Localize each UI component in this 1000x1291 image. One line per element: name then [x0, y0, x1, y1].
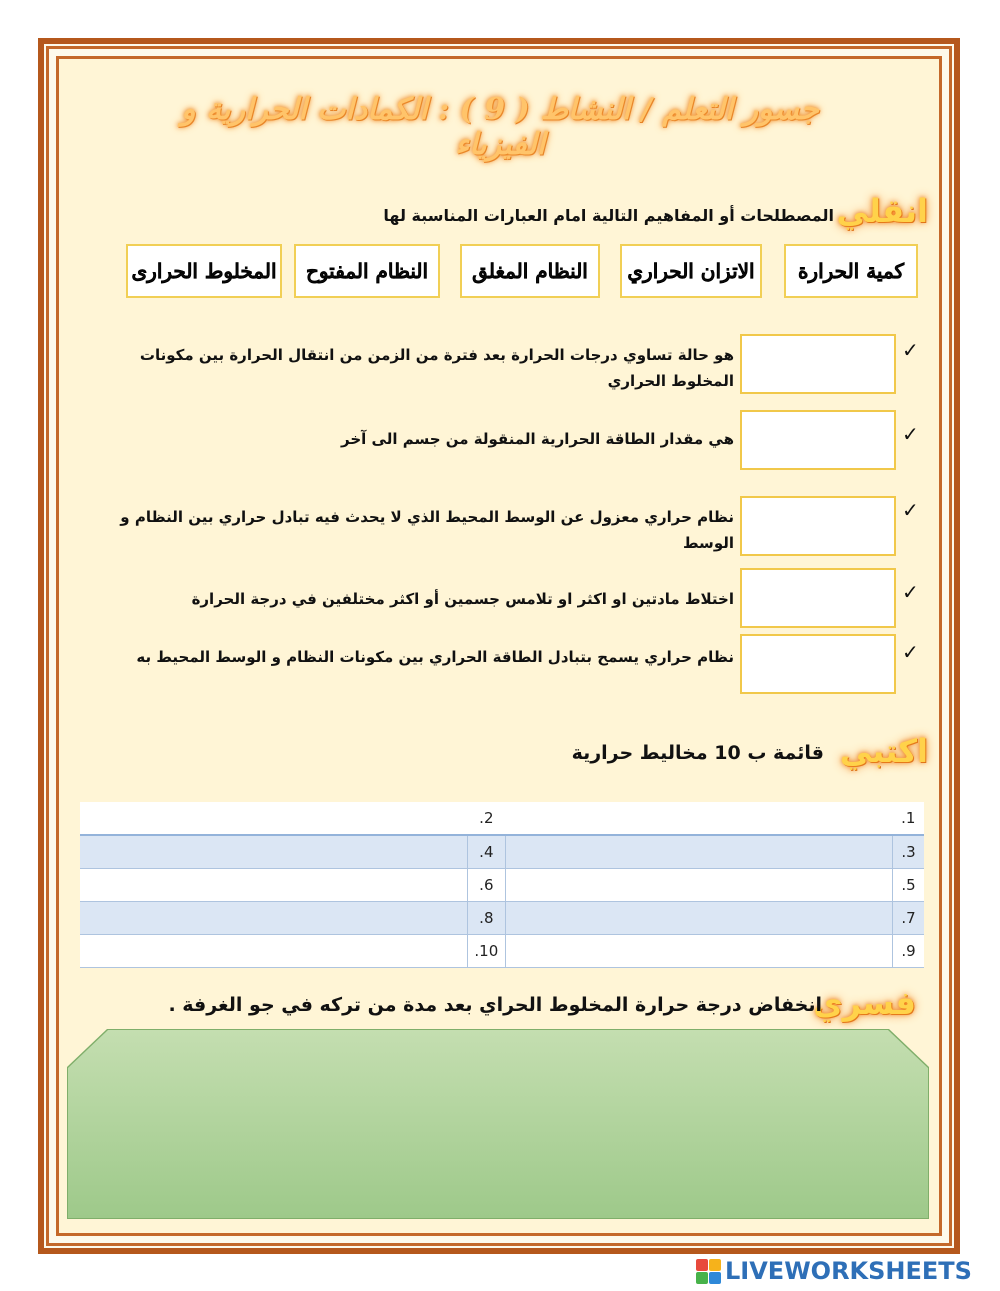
check-icon: ✓ — [902, 580, 919, 604]
list-number: 4. — [467, 835, 506, 868]
mixtures-list-table — [80, 802, 924, 968]
term-closed-system[interactable]: النظام المغلق — [460, 244, 600, 298]
check-icon: ✓ — [902, 422, 919, 446]
list-entry-input[interactable] — [80, 934, 467, 967]
instruction-transfer: المصطلحات أو المفاهيم التالية امام العبارات المناسبة لها — [383, 206, 834, 225]
drop-box-5[interactable] — [740, 634, 896, 694]
table-row — [80, 934, 924, 967]
drop-box-3[interactable] — [740, 496, 896, 556]
logo-tile — [696, 1259, 708, 1271]
statement-3: نظام حراري معزول عن الوسط المحيط الذي لا يحدث فيه تبادل حراري بين النظام و الوسط — [120, 508, 734, 552]
list-entry-input[interactable] — [506, 901, 893, 934]
list-number: 2. — [467, 802, 506, 835]
list-number: 8. — [467, 901, 506, 934]
liveworksheets-logo — [696, 1256, 996, 1286]
logo-tile — [709, 1272, 721, 1284]
term-thermal-equilibrium[interactable]: الاتزان الحراري — [620, 244, 762, 298]
list-number: 6. — [467, 868, 506, 901]
check-icon: ✓ — [902, 338, 919, 362]
list-number: 3. — [893, 835, 924, 868]
explanation-answer-area[interactable] — [68, 1030, 928, 1218]
table-row — [80, 868, 924, 901]
term-heat-quantity[interactable]: كمية الحرارة — [784, 244, 918, 298]
table-row — [80, 802, 924, 835]
heading-write: اكتبي — [839, 732, 928, 770]
list-number: 7. — [893, 901, 924, 934]
check-icon: ✓ — [902, 640, 919, 664]
drop-box-1[interactable] — [740, 334, 896, 394]
list-entry-input[interactable] — [506, 934, 893, 967]
list-number: 10. — [467, 934, 506, 967]
list-entry-input[interactable] — [506, 835, 893, 868]
drop-box-4[interactable] — [740, 568, 896, 628]
logo-text: LIVEWORKSHEETS — [725, 1257, 972, 1285]
list-number: 5. — [893, 868, 924, 901]
statement-2: هي مقدار الطاقة الحرارية المنقولة من جسم الى آخر — [341, 430, 734, 448]
term-thermal-mixture[interactable]: المخلوط الحرارى — [126, 244, 282, 298]
worksheet-title: جسور التعلم / النشاط ( 9 ) : الكمادات الحرارية و الفيزياء — [181, 92, 819, 162]
heading-transfer: انقلي — [836, 192, 928, 230]
statement-1: هو حالة تساوي درجات الحرارة بعد فترة من الزمن من انتقال الحرارة بين مكونات المخلوط الحراري — [139, 346, 734, 390]
heading-explain: فسري — [813, 984, 916, 1022]
logo-tile — [696, 1272, 708, 1284]
instruction-write: قائمة ب 10 مخاليط حرارية — [571, 742, 824, 764]
list-number: 9. — [893, 934, 924, 967]
term-open-system[interactable]: النظام المفتوح — [294, 244, 440, 298]
list-entry-input[interactable] — [80, 868, 467, 901]
statement-5: نظام حراري يسمح بتبادل الطاقة الحراري بين مكونات النظام و الوسط المحيط به — [136, 648, 734, 666]
list-entry-input[interactable] — [506, 802, 893, 835]
list-entry-input[interactable] — [506, 868, 893, 901]
logo-tile — [709, 1259, 721, 1271]
logo-icon — [696, 1259, 721, 1284]
list-entry-input[interactable] — [80, 802, 467, 835]
list-entry-input[interactable] — [80, 901, 467, 934]
instruction-explain: انخفاض درجة حرارة المخلوط الحراي بعد مدة من تركه في جو الغرفة . — [168, 994, 822, 1016]
list-entry-input[interactable] — [80, 835, 467, 868]
list-number: 1. — [893, 802, 924, 835]
drop-box-2[interactable] — [740, 410, 896, 470]
statement-4: اختلاط مادتين او اكثر او تلامس جسمين أو اكثر مختلفين في درجة الحرارة — [191, 590, 734, 608]
table-row — [80, 901, 924, 934]
table-row — [80, 835, 924, 868]
check-icon: ✓ — [902, 498, 919, 522]
